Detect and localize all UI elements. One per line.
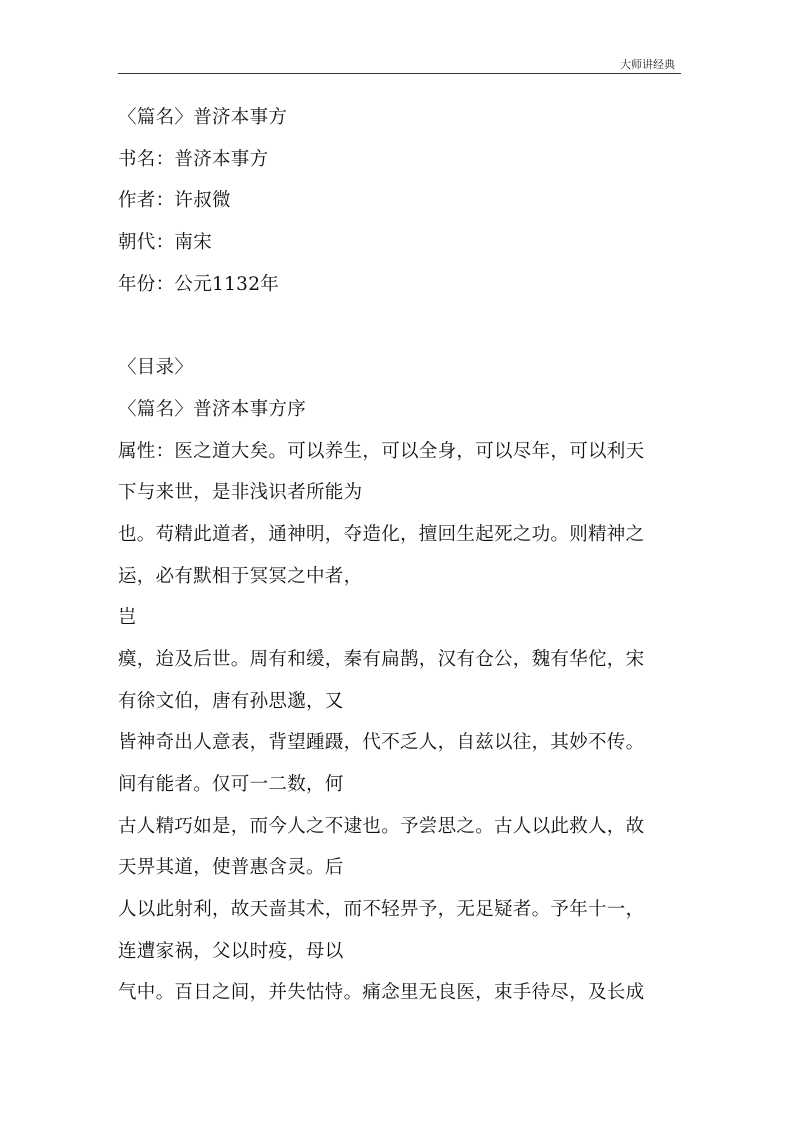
text-line: 〈篇名〉普济本事方: [118, 107, 288, 128]
text-line: 天畀其道，使普惠含灵。后: [118, 857, 344, 879]
text-line: 瘼，迨及后世。周有和缓，秦有扁鹊，汉有仓公，魏有华佗，宋: [118, 648, 645, 670]
text-line: 皆神奇出人意表，背望踵蹑，代不乏人，自兹以往，其妙不传。: [118, 732, 645, 754]
page-header-title: 大师讲经典: [620, 58, 675, 71]
text-line: 也。苟精此道者，通神明，夺造化，擅回生起死之功。则精神之: [118, 523, 645, 545]
text-line: 运，必有默相于冥冥之中者，: [118, 565, 363, 587]
header-divider: [118, 73, 681, 74]
text-line: 年份：公元1132年: [118, 273, 280, 295]
text-line: 岂: [118, 607, 137, 629]
text-line: 气中。百日之间，并失怙恃。痛念里无良医，束手待尽，及长成: [118, 982, 645, 1004]
document-body: [118, 97, 688, 1014]
text-line: 书名：普济本事方: [118, 148, 269, 170]
text-line: 〈目录〉: [118, 357, 194, 379]
text-line: 属性：医之道大矣。可以养生，可以全身，可以尽年，可以利天: [118, 440, 645, 462]
text-line: 〈篇名〉普济本事方序: [118, 398, 307, 420]
text-line: 间有能者。仅可一二数，何: [118, 774, 344, 795]
text-line: 下与来世，是非浅识者所能为: [118, 482, 363, 504]
blank-line: [118, 305, 688, 347]
text-line: 有徐文伯，唐有孙思邈，又: [118, 690, 344, 712]
text-line: 作者：许叔微: [118, 190, 231, 212]
text-line: 古人精巧如是，而今人之不逮也。予尝思之。古人以此救人，故: [118, 815, 645, 837]
text-line: 朝代：南宋: [118, 232, 213, 254]
text-line: 连遭家祸，父以时疫，母以: [118, 940, 344, 962]
text-line: 人以此射利，故天啬其术，而不轻畀予，无足疑者。予年十一，: [118, 899, 645, 921]
